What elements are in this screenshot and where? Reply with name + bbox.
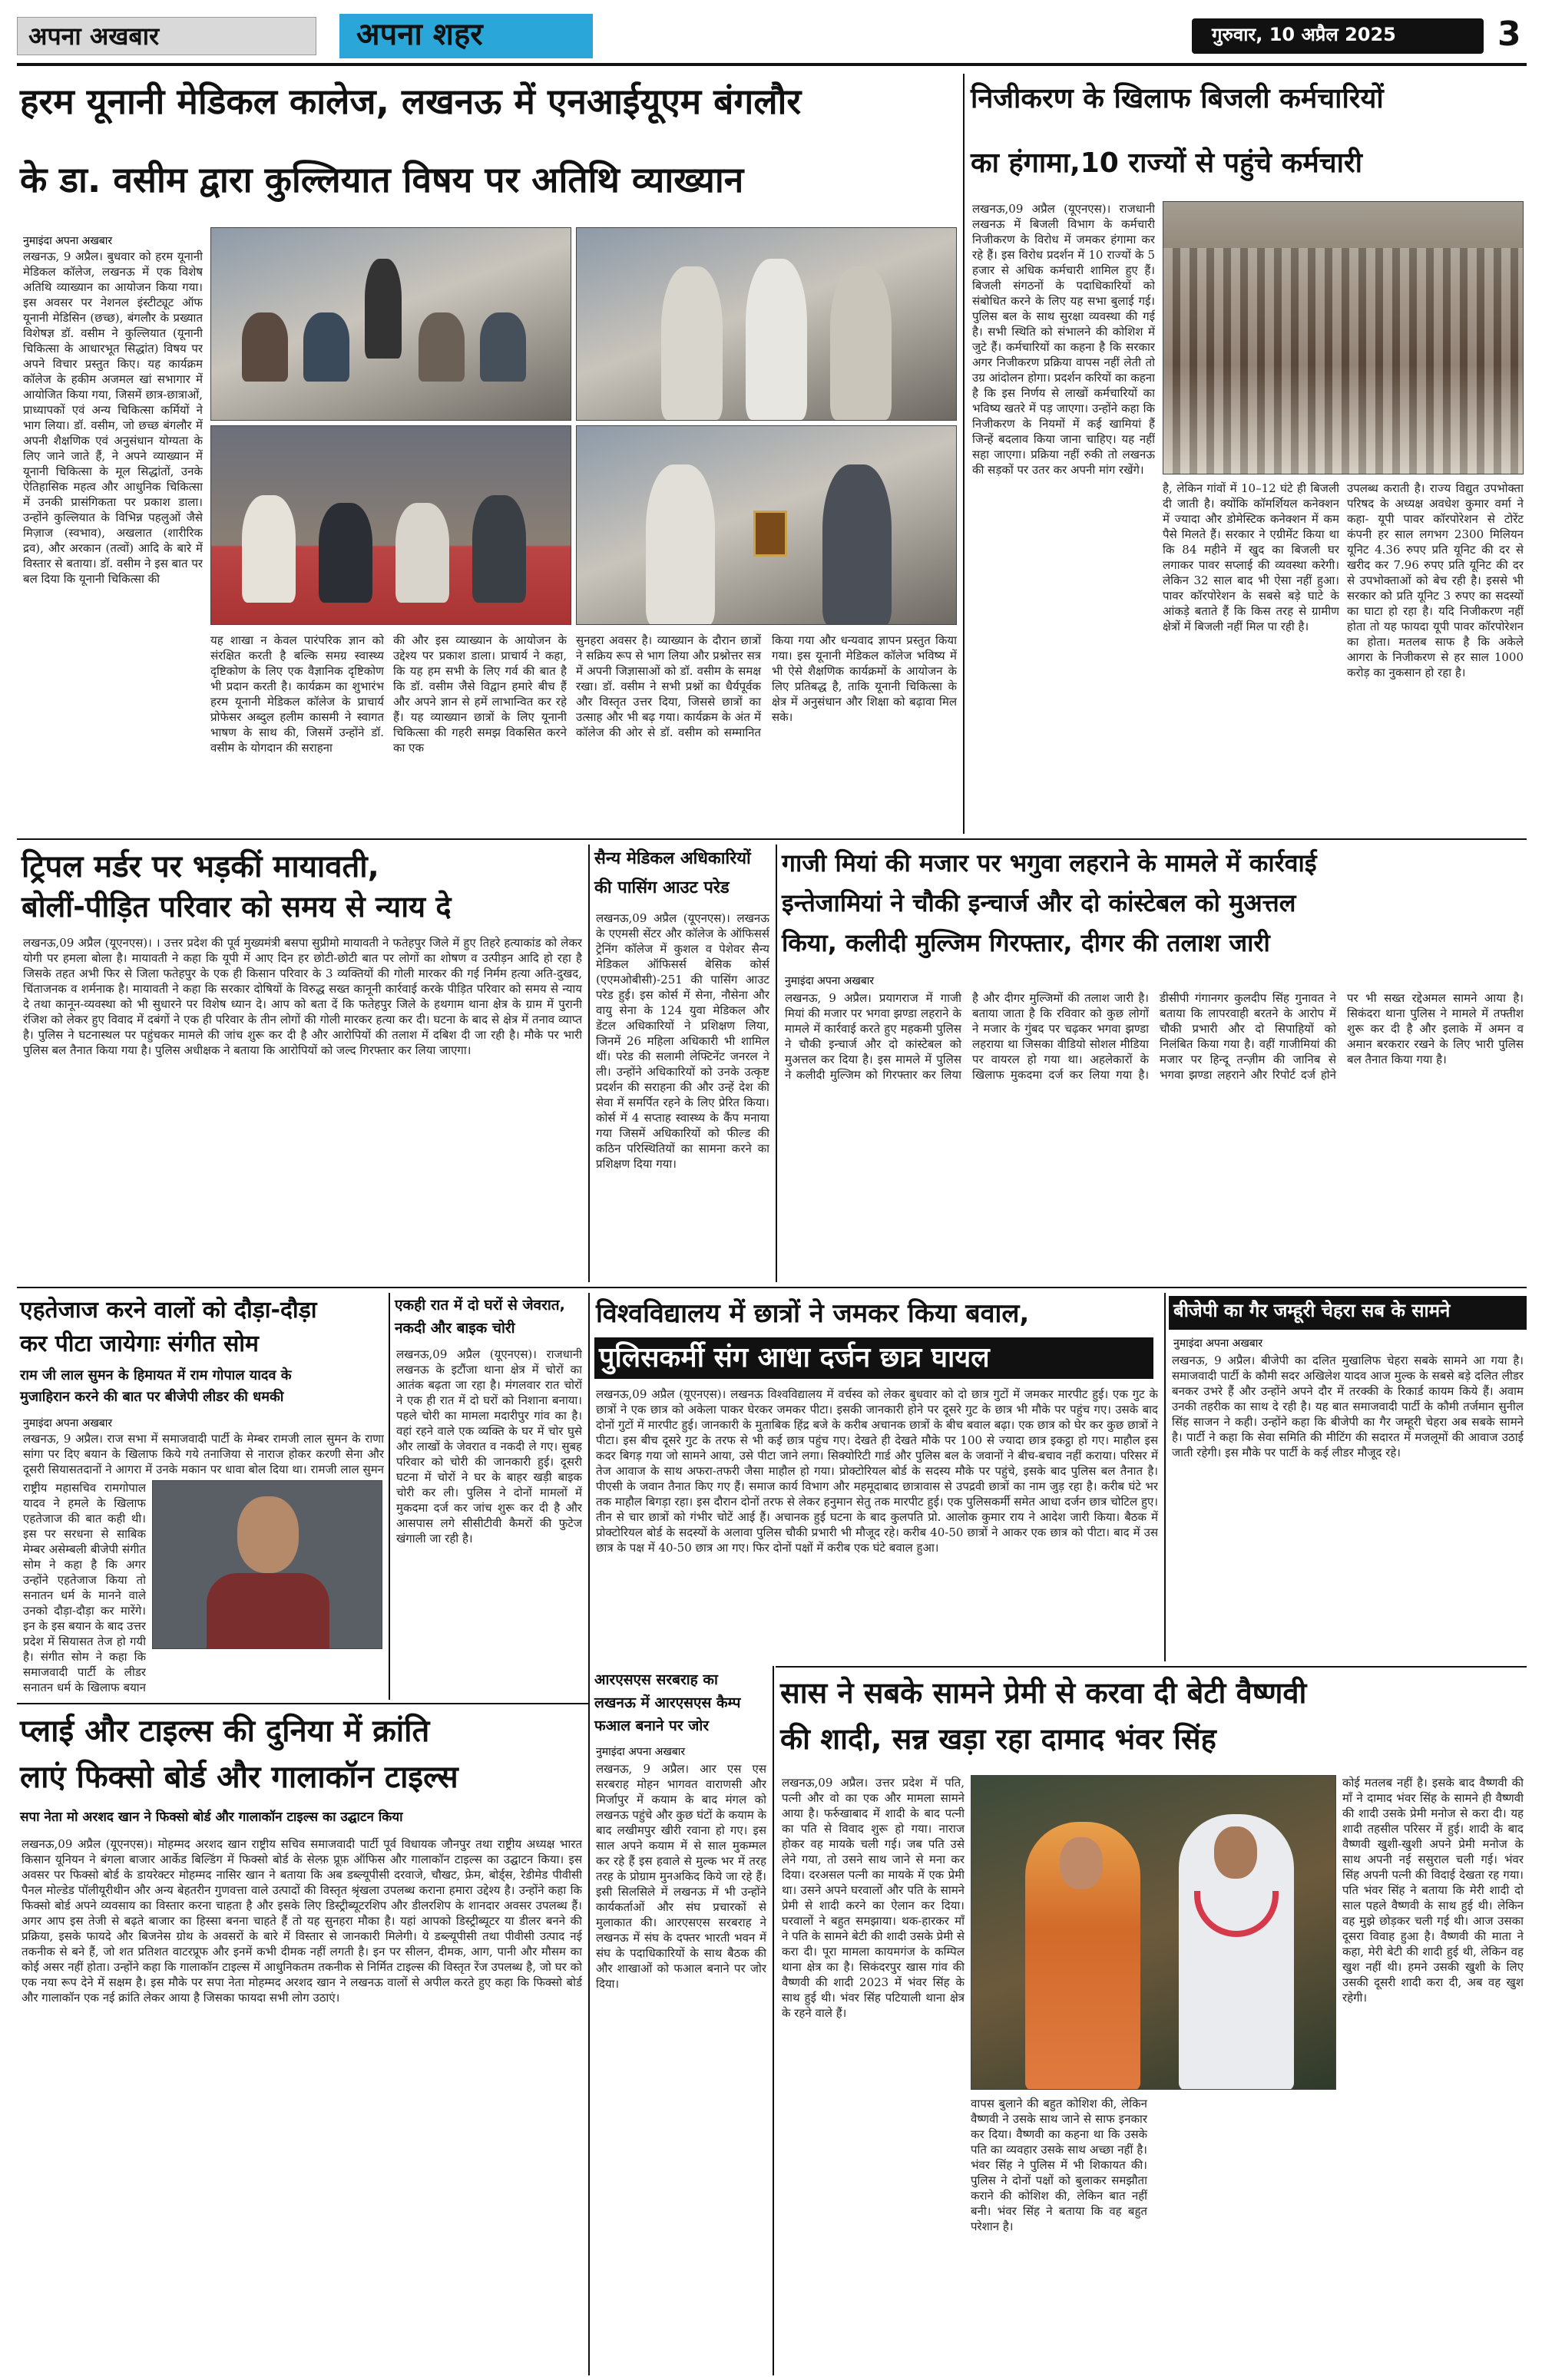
byline: नुमाइंदा अपना अखबार	[596, 1746, 686, 1758]
section-rule	[17, 838, 1527, 840]
article-headline: आरएसएस सरबराह का	[594, 1671, 718, 1688]
article-body: उपलब्ध कराती है। राज्य विद्युत उपभोक्ता परिषद के अध्यक्ष अवधेश कुमार वर्मा ने कहा- यूपी पावर कॉरपोरेशन से टोरेंट कंपनी हर साल लगभग 2300 मिलियन यूनिट 4.36 रुपए प्रति यूनिट की दर से खरीद कर 7.96 रुपए प्रति यूनिट की दर से उपभोक्ताओं को बेच रही है। इससे भी सरकार को प्रति यूनिट 3 रुपए का सदस्यों का घाटा हो रहा है। यदि निजीकरण नहीं होता तो यह फायदा यूपी पावर कॉरपोरेशन का होता। मतलब साफ है कि अकेले आगरा के निजीकरण से हर साल 1000 करोड़ का नुकसान हो रहा है।	[1347, 481, 1524, 679]
masthead-left-title: अपना अखबार	[28, 21, 160, 51]
article-headline: ट्रिपल मर्डर पर भड़कीं मायावती,	[22, 849, 379, 884]
column-divider	[1164, 1293, 1166, 1661]
column-divider	[588, 845, 590, 1282]
portrait-photo	[152, 1480, 382, 1649]
article-body: लखनऊ,09 अप्रैल (यूएनएस)। राजधानी लखनऊ के इटौंजा थाना क्षेत्र में चोरों का आतंक बढ़ता जा रहा है। मंगलवार रात चोरों ने एक ही रात में दो घरों को निशाना बनाया। पहले चोरी का मामला मदारीपुर गांव का है। वहां रहने वाले एक व्यक्ति के घर में चोर घुसे और लाखों के जेवरात व नकदी ले गए। सुबह परिवार को चोरी की जानकारी हुई। दूसरी घटना में चोरों ने घर के बाहर खड़ी बाइक चोरी कर ली। पुलिस ने दोनों मामलों में मुकदमा दर्ज कर जांच शुरू कर दी है और आसपास लगे सीसीटीवी कैमरों की फुटेज खंगाली जा रही है।	[396, 1347, 582, 1545]
article-unani-lecture	[17, 74, 960, 834]
article-headline: लाएं फिक्सो बोर्ड और गालाकॉन टाइल्स	[20, 1760, 458, 1795]
portrait-head	[237, 1496, 299, 1573]
article-body: लखनऊ,09 अप्रैल। उत्तर प्रदेश में पति, पत्नी और वो का एक और मामला सामने आया है। फर्रुखाबाद में शादी के बाद पत्नी का पति से विवाद शुरू हो गया। नाराज होकर वह मायके चली गई। जब पति उसे लेने गया, तो उसने साथ जाने से मना कर दिया। दरअसल पत्नी का मायके में एक प्रेमी था। उसने अपने घरवालों और पति के सामने प्रेमी से शादी करने का ऐलान कर दिया। घरवालों ने बहुत समझाया। थक-हारकर माँ ने पति के सामने बेटी की शादी उसके प्रेमी से करा दी। पूरा मामला कायमगंज के कम्पिल थाना क्षेत्र का है। सिकंदरपुर खास गांव की वैष्णवी की शादी 2023 में भंवर सिंह के साथ हुई थी। भंवर सिंह पटियाली थाना क्षेत्र के रहने वाले हैं।	[782, 1776, 965, 2020]
byline: नुमाइंदा अपना अखबार	[23, 235, 113, 247]
article-headline: निजीकरण के खिलाफ बिजली कर्मचारियों	[971, 83, 1384, 114]
column-divider	[389, 1293, 390, 1700]
bride-face	[1060, 1837, 1103, 1889]
section-rule	[17, 1287, 1527, 1288]
article-headline: सैन्य मेडिकल अधिकारियों	[594, 849, 751, 868]
article-subheadline: मुजाहिरान करने की बात पर बीजेपी लीडर की धमकी	[20, 1389, 284, 1405]
article-military-parade	[593, 845, 773, 1282]
article-ghazi-miyan	[780, 845, 1527, 1282]
section-title: अपना शहर	[356, 17, 483, 52]
article-body: सुनहरा अवसर है। व्याख्यान के दौरान छात्रों ने सक्रिय रूप से भाग लिया और प्रश्नोत्तर सत्र में अपनी जिज्ञासाओं को डॉ. वसीम के समक्ष रखा। डॉ. वसीम ने सभी प्रश्नों का धैर्यपूर्वक और विस्तृत उत्तर दिया, जिससे छात्रों का उत्साह और भी बढ़ गया। कार्यक्रम के अंत में कॉलेज की ओर से डॉ. वसीम को सम्मानित किया गया और धन्यवाद ज्ञापन प्रस्तुत किया गया। इस यूनानी मेडिकल कॉलेज भविष्य में भी ऐसे शैक्षणिक कार्यक्रमों के आयोजन के लिए प्रतिबद्ध है, ताकि यूनानी चिकित्सा के क्षेत्र में अनुसंधान और शिक्षा को बढ़ावा मिल सके।	[576, 633, 957, 739]
protest-crowd-photo	[1163, 201, 1524, 474]
masthead-left-box	[17, 17, 316, 55]
date-box	[1192, 18, 1484, 54]
article-theft	[393, 1293, 585, 1700]
groom-face	[1214, 1826, 1257, 1879]
article-body: लखनऊ,09 अप्रैल (यूएनएस)। राजधानी लखनऊ में बिजली विभाग के कर्मचारी निजीकरण के विरोध में जमकर हंगामा कर रहे हैं। इस विरोध प्रदर्शन में 10 राज्यों के 5 हजार से अधिक कर्मचारी शामिल हुए हैं। बिजली संगठनों के पदाधिकारियों को संबोधित करने के लिए यह सभा बुलाई गई। पुलिस बल के साथ सुरक्षा व्यवस्था की गई है। सभी स्थिति को संभालने की कोशिश में जुटे हैं। कर्मचारियों का कहना है कि सरकार अगर निजीकरण प्रक्रिया वापस नहीं लेती तो उग्र आंदोलन होगा। प्रदर्शन करियों का कहना है कि इस निर्णय से लाखों कर्मचारियों का भविष्य खतरे में पड़ जाएगा। उन्होंने कहा कि निजीकरण के नियमों में कई खामियां हैं जिन्हें बदलाव किया जाना चाहिए। यह नहीं सहा जाएगा। प्रक्रिया नहीं रुकी तो लखनऊ की सड़कों पर उतर कर अपनी मांग रखेंगे।	[972, 202, 1155, 477]
article-headline: बीजेपी का गैर जम्हूरी चेहरा सब के सामने	[1173, 1300, 1451, 1321]
lecture-photo-panel	[210, 227, 571, 421]
article-headline: प्लाई और टाइल्स की दुनिया में क्रांति	[20, 1714, 430, 1749]
audience-photo	[210, 425, 571, 625]
article-body: लखनऊ, 9 अप्रैल। आर एस एस सरबराह मोहन भागवत वाराणसी और मिर्जापुर में कयाम के बाद मंगल को लखनऊ पहुंचे और कुछ घंटों के कयाम के बाद लखीमपुर खीरी रवाना हो गए। इस साल अपने कयाम में से साल मुकम्मल कर रहे हैं इस हवाले से मुल्क भर में तरह तरह के प्रोग्राम मुनअकिद किये जा रहे हैं। इसी सिलसिले में लखनऊ में भी उन्होंने कार्यकर्ताओं और संघ प्रचारकों से मुलाकात की। आरएसएस सरबराह ने लखनऊ में संघ के दफ्तर भारती भवन में संघ के पदाधिकारियों के साथ बैठक की और शाखाओं को फआल बनाने पर जोर दिया।	[596, 1762, 766, 1991]
article-body: की और इस व्याख्यान के आयोजन के उद्देश्य पर प्रकाश डाला। प्राचार्य ने कहा, कि यह हम सभी के लिए गर्व की बात है कि डॉ. वसीम जैसे विद्वान हमारे बीच हैं और अपने ज्ञान से हमें लाभान्वित कर रहे हैं। यह व्याख्यान छात्रों के लिए यूनानी चिकित्सा की गहरी समझ विकसित करने का एक	[393, 633, 567, 755]
article-rss	[593, 1666, 769, 2375]
article-body: है, लेकिन गांवों में 10–12 घंटे ही बिजली दी जाती है। क्योंकि कॉमर्शियल कनेक्शन में ज्यादा और डोमेस्टिक कनेक्शन में कम पैसे मिलते हैं। सरकार ने एग्रीमेंट किया था कि 84 महीने में खुद का बिजली घर लगाकर पावर सप्लाई की व्यवस्था करेगी। लेकिन 32 साल बाद भी ऐसा नहीं हुआ। पावर कॉरपोरेशन के सबसे बड़े घाटे के आंकड़े बताते हैं कि किस तरह से ग्रामीण क्षेत्रों में बिजली नहीं मिल पा रही है।	[1163, 481, 1339, 633]
section-rule	[776, 1666, 1527, 1668]
article-headline: का हंगामा,10 राज्यों से पहुंचे कर्मचारी	[971, 147, 1362, 179]
article-headline: लखनऊ में आरएसएस कैम्प	[594, 1694, 741, 1711]
article-university-clash	[593, 1293, 1161, 1661]
article-headline: किया, कलीदी मुल्जिम गिरफ्तार, दीगर की तलाश जारी	[782, 928, 1270, 957]
portrait-shirt	[207, 1573, 329, 1649]
article-body: वापस बुलाने की बहुत कोशिश की, लेकिन वैष्णवी ने उसके साथ जाने से साफ इनकार कर दिया। वैष्णवी का कहना था कि उसके पति का व्यवहार उसके साथ अच्छा नहीं है। भंवर सिंह ने पुलिस में भी शिकायत की। पुलिस ने दोनों पक्षों को बुलाकर समझौता कराने की कोशिश की, लेकिन बात नहीं बनी। भंवर सिंह ने बताया कि वह बहुत परेशान है।	[971, 2097, 1147, 2233]
article-body: लखनऊ, 9 अप्रैल। बीजेपी का दलित मुखालिफ चेहरा सबके सामने आ गया है। समाजवादी पार्टी के कौमी सदर अखिलेश यादव आज मुल्क के सबसे बड़े दलित लीडर बनकर उभरे हैं और उन्होंने अपने दौर में तरक्की के रिकार्ड कायम किये हैं। अवाम उनकी तहरीक का साथ दे रही है। यह बात समाजवादी पार्टी के कौमी तर्जमान सुनील सिंह साजन ने कही। उन्होंने कहा कि बीजेपी का गैर जम्हूरी चेहरा अब सबके सामने है। पार्टी ने कहा कि सेवा समिति की मीटिंग की सदारत में मजलूमों की आवाज उठाई जाती रहेगी। इस मौके पर पार्टी के कई लीडर मौजूद रहे।	[1172, 1354, 1524, 1459]
article-headline: सास ने सबके सामने प्रेमी से करवा दी बेटी वैष्णवी	[780, 1676, 1307, 1710]
article-headline: विश्वविद्यालय में छात्रों ने जमकर किया बवाल,	[596, 1298, 1030, 1329]
article-bjp	[1169, 1293, 1527, 1661]
article-headline: गाजी मियां की मजार पर भगुवा लहराने के मामले में कार्रवाई	[782, 848, 1317, 878]
article-headline: फआल बनाने पर जोर	[594, 1717, 710, 1734]
article-body: यह शाखा न केवल पारंपरिक ज्ञान को संरक्षित करती है बल्कि समग्र स्वास्थ्य दृष्टिकोण के लिए एक वैज्ञानिक दृष्टिकोण भी प्रदान करती है। कार्यक्रम का शुभारंभ हरम यूनानी मेडिकल कॉलेज के प्राचार्य प्रोफेसर अब्दुल हलीम कासमी ने स्वागत भाषण के साथ की, जिसमें उन्होंने डॉ. वसीम के योगदान की सराहना	[210, 633, 384, 755]
article-body: लखनऊ,09 अप्रैल (यूएनएस)। लखनऊ के एएमसी सेंटर और कॉलेज के ऑफिसर्स ट्रेनिंग कॉलेज में कुशल व पेशेवर सैन्य मेडिकल ऑफिसर्स बेसिक कोर्स (एएमओबीसी)-251 की पासिंग आउट परेड हुई। इस कोर्स में सेना, नौसेना और वायु सेना के 124 युवा मेडिकल और डेंटल अधिकारियों ने प्रशिक्षण लिया, जिनमें 26 महिला अधिकारी भी शामिल थीं। परेड की सलामी लेफ्टिनेंट जनरल ने ली। उन्होंने अधिकारियों को उनके उत्कृष्ट प्रदर्शन की सराहना की और उन्हें देश की सेवा में समर्पित रहने के लिए प्रेरित किया। कोर्स में 4 सप्ताह स्वास्थ्य के कैंप मनाया गया जिसमें अधिकारियों को फील्ड की कठिन परिस्थितियों का सामना करने का प्रशिक्षण दिया गया।	[596, 911, 769, 1171]
article-headline: इन्तेजामियां ने चौकी इन्चार्ज और दो कांस्टेबल को मुअत्तल	[782, 888, 1296, 917]
byline: नुमाइंदा अपना अखबार	[1173, 1337, 1263, 1350]
column-divider	[588, 1293, 590, 2375]
article-headline: के डा. वसीम द्वारा कुल्लियात विषय पर अतिथि व्याख्यान	[20, 159, 744, 200]
article-body: लखनऊ,09 अप्रैल (यूएनएस)। मोहम्मद अरशद खान राष्ट्रीय सचिव समाजवादी पार्टी पूर्व विधायक जौनपुर तथा राष्ट्रीय अध्यक्ष भारत किसान यूनियन ने बंगला बाजार आर्केड बिल्डिंग में फिक्सो बोर्ड के सेल्फ़ प्रूफ़ ऑफिस और गालाकॉन टाइल्स का उद्घाटन किया। इस अवसर पर फिक्सो बोर्ड के डायरेक्टर मोहम्मद नासिर खान ने बताया कि अब डब्ल्यूपीसी दरवाजे, चौखट, फ्रेम, बोर्ड्स, रेडीमेड पीवीसी पैनल मोल्डेड पॉलीयूरीथीन और अन्य बेहतरीन गुणवत्ता वाले उत्पादों की विस्तृत श्रृंखला उपलब्ध कराना हमारा उद्देश्य है। उन्होंने कहा कि फिक्सो बोर्ड अपने व्यवसाय का विस्तार करना चाहता है और इसके लिए डिस्ट्रीब्यूटरशिप और डीलरशिप के शानदार अवसर उपलब्ध हैं। अगर आप इस तेजी से बढ़ते बाजार का हिस्सा बनना चाहते हैं तो यह सुनहरा मौका है। यहां आपको डिस्ट्रीब्यूटर या डीलर बनने की प्रक्रिया, इसके फायदे और बिजनेस ग्रोथ के अवसरों के बारे में विस्तार से जानकारी मिलेगी। ये डब्ल्यूपीसी तथा पीवीसी उत्पाद नई तकनीक से बने हैं, जो शत प्रतिशत वाटरप्रूफ और इनमें कभी दीमक नहीं लगती है। इन पर सीलन, दीमक, आग, पानी और मौसम का कोई असर नहीं होता। उन्होंने कहा कि गालाकॉन टाइल्स में आधुनिकतम तकनीक से निर्मित टाइल्स की विस्तृत रेंज उपलब्ध है, जो घर को एक नया रूप देने में सक्षम है। इस मौके पर सपा नेता मोहम्मद अरशद खान ने लखनऊ वालों से अपील करते हुए कहा कि फिक्सो बोर्ड और गालाकॉन एक नई क्रांति लेकर आया है जिसका फायदा सभी लोग उठाएं।	[22, 1837, 582, 2005]
article-headline: बोलीं-पीड़ित परिवार को समय से न्याय दे	[22, 890, 452, 924]
column-divider	[776, 845, 777, 1282]
memento-photo	[576, 425, 957, 625]
headline-highlight	[594, 1337, 1153, 1379]
article-body: लखनऊ, 9 अप्रैल। राज सभा में समाजवादी पार्टी के मेम्बर रामजी लाल सुमन के राणा सांगा पर दिए बयान के खिलाफ किये गये तनाजिया से नाराज होकर करणी सेना और दूसरी सियासतदानों ने आगरा में उनके मकान पर धावा बोल दिया था। रामजी लाल सुमन	[23, 1432, 384, 1476]
memento-plaque	[753, 511, 787, 557]
wedding-photo	[971, 1775, 1336, 2090]
article-headline: की पासिंग आउट परेड	[594, 878, 730, 897]
article-subheadline: सपा नेता मो अरशद खान ने फिक्सो बोर्ड और गालाकॉन टाइल्स का उद्घाटन किया	[20, 1810, 403, 1825]
article-headline: कर पीटा जायेगाः संगीत सोम	[20, 1330, 259, 1357]
article-headline: एहतेजाज करने वालों को दौड़ा-दौड़ा	[20, 1297, 317, 1324]
article-body: लखनऊ,09 अप्रैल (यूएनएस)। । उत्तर प्रदेश की पूर्व मुख्यमंत्री बसपा सुप्रीमो मायावती ने फतेहपुर जिले में हुए तिहरे हत्याकांड को लेकर योगी पर हमला बोला है। मायावती ने कहा कि यूपी में आए दिन हर छोटी-छोटी बात पर लोगों का शोषण व उत्पीड़न आदि हो रहा है जिसके तहत अभी फिर से जिला फतेहपुर के एक ही किसान परिवार के 3 व्यक्तियों की गोली मारकर की गई निर्मम हत्या अति-दुखद, चिंताजनक व शर्मनाक है। मायावती ने कहा कि सरकार दोषियों के विरुद्ध सख्त कानूनी कार्रवाई करके पीड़ित परिवार को समय से न्याय दे तथा कानून-व्यवस्था को भी सुधारने पर विशेष ध्यान दे। आप को बता दें कि फतेहपुर जिले के हथगाम थाना क्षेत्र के ग्राम में पुरानी रंजिश को लेकर हुए विवाद में दबंगों ने एक ही परिवार के तीन लोगों की गोली मारकर हत्या कर दी। घटना के बाद से क्षेत्र में तनाव व्याप्त है। पुलिस ने घटनास्थल पर पहुंचकर मामले की जांच शुरू कर दी है और आरोपियों की तलाश में दबिश दी जा रही है। मौके पर भारी पुलिस बल तैनात किया गया है। पुलिस अधीक्षक ने बताया कि आरोपियों को जल्द गिरफ्तार कर लिया जाएगा।	[23, 936, 582, 1057]
article-fixo-board	[17, 1707, 585, 2375]
headline-highlight	[1169, 1296, 1527, 1330]
article-subheadline: राम जी लाल सुमन के हिमायत में राम गोपाल यादव के	[20, 1367, 292, 1383]
section-banner	[339, 14, 593, 58]
byline: नुमाइंदा अपना अखबार	[785, 975, 875, 987]
column-divider	[963, 74, 965, 834]
byline: नुमाइंदा अपना अखबार	[23, 1417, 113, 1430]
article-vaishnavi-wedding	[777, 1671, 1527, 2375]
felicitation-photo	[576, 227, 957, 421]
article-body: राष्ट्रीय महासचिव रामगोपाल यादव ने हमले के खिलाफ एहतेजाज की बात कही थी। इस पर सरधना से साबिक मेम्बर असेम्बली बीजेपी संगीत सोम ने कहा है कि अगर उन्होंने एहतेजाज किया तो सनातन धर्म के मानने वाले उनको दौड़ा-दौड़ा कर मारेंगे। इन के इस बयान के बाद उत्तर प्रदेश में सियासत तेज हो गयी है। संगीत सोम ने कहा कि समाजवादी पार्टी के लीडर सनातन धर्म के खिलाफ बयान	[23, 1481, 146, 1694]
article-sangeet-som	[17, 1293, 386, 1700]
article-body: लखनऊ,09 अप्रैल (यूएनएस)। लखनऊ विश्वविद्यालय में वर्चस्व को लेकर बुधवार को दो छात्र गुटों में जमकर मारपीट हुई। एक गुट के छात्रों ने एक छात्र को अकेला पाकर घेरकर जमकर पीटा। इसकी जानकारी होने पर दूसरे गुट के छात्र भी मौके पर पहुंच गए। उसके बाद दोनों गुटों में मारपीट हुई। जानकारी के मुताबिक हिंद्र बजे के करीब अचानक छात्रों के बीच बवाल बढ़ा। एक छात्र को घेर कर कुछ छात्रों ने पीटा। इस बीच दूसरे गुट के तरफ से भी कई छात्र पहुंच गए। देखते ही देखते मौके पर 100 से ज्यादा छात्र इकट्ठा हो गए। माहौल इस कदर बिगड़ गया जो सामने आया, उसे पीटा जाने लगा। सिक्योरिटी गार्ड और पुलिस बल के जवानों ने बीच-बचाव नहीं कराया। परिसर में तेज आवाज के साथ अफरा-तफरी जैसा माहौल हो गया। प्रोक्टोरियल बोर्ड के सदस्य मौके पर पहुंचे, इसके बाद पुलिस बल तैनात है। पीएसी के जवान तैनात किए गए हैं। समाज कार्य विभाग और महमूदाबाद छात्रावास से उपद्रवी छात्रों का नाम जुड़ रहा है। करीब घंटे भर तक माहौल बिगड़ा रहा। इस दौरान दोनों तरफ से लेकर हनुमान सेतु तक मारपीट हुई। एक पुलिसकर्मी समेत आधा दर्जन छात्र चोटिल हुए। तीन से चार छात्रों को गंभीर चोटें आई हैं। अचानक हुई घटना के बाद कुलपति प्रो. आलोक कुमार राय ने आदेश जारी किया। बैठक में प्रोक्टोरियल बोर्ड के सदस्यों के अलावा पुलिस चौकी प्रभारी भी मौजूद रहे। करीब 40-50 छात्रों ने आकर एक छात्र को पीटा। बाद में उस छात्र के पक्ष में 40-50 छात्र आ गए। फिर दोनों पक्षों में करीब एक घंटे बवाल हुआ।	[596, 1387, 1158, 1555]
article-mayawati	[17, 845, 585, 1282]
article-electricity-protest	[969, 74, 1527, 834]
date-text: गुरुवार, 10 अप्रैल 2025	[1212, 24, 1396, 45]
article-headline: नकदी और बाइक चोरी	[395, 1320, 515, 1337]
article-headline: एकही रात में दो घरों से जेवरात,	[395, 1297, 565, 1314]
section-rule	[17, 1703, 588, 1704]
article-headline: हरम यूनानी मेडिकल कालेज, लखनऊ में एनआईयूएम बंगलौर	[20, 81, 802, 122]
article-headline: की शादी, सन्न खड़ा रहा दामाद भंवर सिंह	[780, 1722, 1216, 1756]
article-body: लखनऊ, 9 अप्रैल। बुधवार को हरम यूनानी मेडिकल कॉलेज, लखनऊ में एक विशेष अतिथि व्याख्यान का आयोजन किया गया। इस अवसर पर नेशनल इंस्टीट्यूट ऑफ यूनानी मेडिसिन (छच्छ), बंगलौर के प्रख्यात विशेषज्ञ डॉ. वसीम ने कुल्लियात (यूनानी चिकित्सा के आधारभूत सिद्धांत) विषय पर अपने विचार प्रस्तुत किए। यह कार्यक्रम कॉलेज के हकीम अजमल खां सभागार में आयोजित किया गया, जिसमें छात्र-छात्राओं, प्राध्यापकों एवं अन्य चिकित्सा कर्मियों ने भाग लिया। डॉ. वसीम, जो छच्छ बंगलौर में अपनी शैक्षणिक एवं अनुसंधान योग्यता के लिए जाने जाते हैं, ने अपने व्याख्यान में यूनानी चिकित्सा के मूल सिद्धांतों, उनके ऐतिहासिक महत्व और आधुनिक चिकित्सा में उनकी प्रासंगिकता पर प्रकाश डाला। उन्होंने कुल्लियात के विभिन्न पहलुओं जैसे मिज़ाज (स्वभाव), अखलात (शारीरिक द्रव), और अरकान (तत्वों) आदि के बारे में विस्तार से बताया। डॉ. वसीम ने इस बात पर बल दिया कि यूनानी चिकित्सा की	[23, 250, 203, 586]
article-body: कोई मतलब नहीं है। इसके बाद वैष्णवी की माँ ने दामाद भंवर सिंह के सामने ही वैष्णवी की शादी उसके प्रेमी मनोज से करा दी। यह शादी तहसील परिसर में हुई। शादी के बाद वैष्णवी खुशी-खुशी अपने प्रेमी मनोज के साथ अपनी नई ससुराल चली गई। भंवर सिंह अपनी पत्नी की विदाई देखता रह गया। पति भंवर सिंह ने बताया कि मेरी शादी दो साल पहले वैष्णवी के साथ हुई थी। लेकिन वह मुझे छोड़कर चली गई थी। आज उसका दूसरा विवाह हुआ है। वैष्णवी की माता ने कहा, मेरी बेटी की शादी हुई थी, लेकिन वह खुश नहीं थी। हमने उसकी खुशी के लिए उसकी दूसरी शादी करा दी, अब वह खुश रहेगी।	[1342, 1776, 1524, 2005]
article-headline: पुलिसकर्मी संग आधा दर्जन छात्र घायल	[599, 1342, 990, 1373]
page-number: 3	[1497, 15, 1521, 54]
article-body: लखनऊ, 9 अप्रैल। प्रयागराज में गाजी मियां की मजार पर भगवा झण्डा लहराने के मामले में कार्रवाई करते हुए महकमी पुलिस ने चौकी इन्चार्ज और दो कांस्टेबल को मुअत्तल कर दिया है। इस मामले में पुलिस ने कलीदी मुल्जिम को गिरफ्तार कर लिया है और दीगर मुल्जिमों की तलाश जारी है। बताया जाता है कि रविवार को कुछ लोगों ने मजार के गुंबद पर चढ़कर भगवा झण्डा लहराया था जिसका वीडियो सोशल मीडिया पर वायरल हो गया था। अहलेकारों के खिलाफ मुकदमा दर्ज कर लिया गया है। डीसीपी गंगानगर कुलदीप सिंह गुनावत ने बताया कि लापरवाही बरतने के आरोप में चौकी प्रभारी और दो सिपाहियों को निलंबित किया गया है। वहीं गाजीमियां की मजार पर हिन्दू तन्ज़ीम की जानिब से भगवा झण्डा लहराने और रिपोर्ट दर्ज होने पर भी सख्त रद्देअमल सामने आया है। सिकंदरा थाना पुलिस ने मामले में तफ्तीश शुरू कर दी है और इलाके में अमन व अमान बरकरार रखने के लिए भारी पुलिस बल तैनात किया गया है।	[785, 991, 1524, 1082]
masthead-rule	[17, 63, 1527, 66]
speaker-figure	[365, 259, 402, 359]
column-divider	[773, 1666, 774, 2375]
masthead-bar	[17, 14, 1527, 58]
